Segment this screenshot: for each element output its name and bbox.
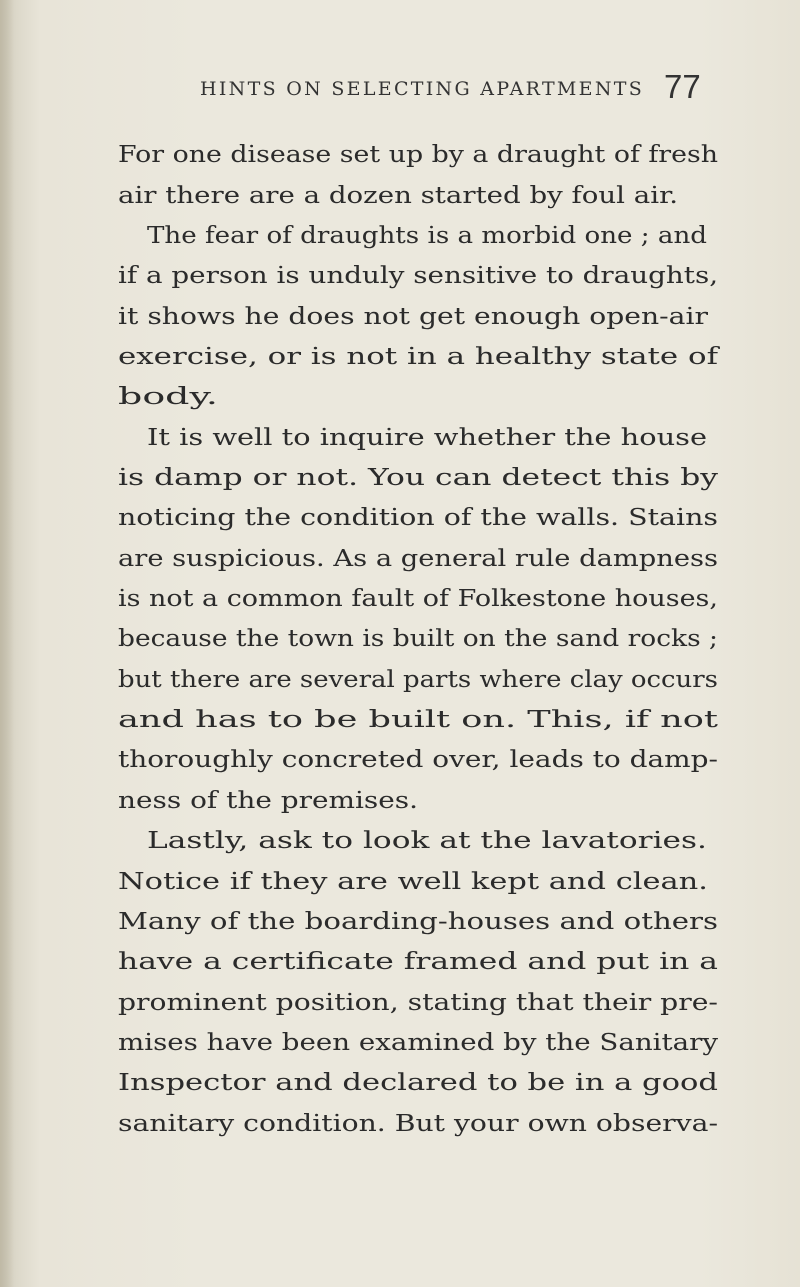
text-line: sanitary condition. But your own observa- [118,1109,719,1137]
page-number: 77 [664,68,701,105]
text-line: and has to be built on. This, if not [118,705,719,733]
text-line: noticing the condition of the walls. Stains [118,503,718,531]
text-line: have a certificate framed and put in a [118,947,719,975]
text-line: body. [118,382,219,410]
text-line: prominent position, stating that their pre- [118,988,718,1016]
text-line: exercise, or is not in a healthy state of [118,342,719,370]
text-line: Inspector and declared to be in a good [118,1068,718,1096]
text-line: ness of the premises. [118,786,418,814]
text-line: Notice if they are well kept and clean. [118,867,708,895]
text-line: thoroughly concreted over, leads to damp- [118,745,718,773]
text-line: is not a common fault of Folkestone houses, [118,584,718,612]
gutter-shadow [0,0,14,1287]
text-line: mises have been examined by the Sanitary [118,1028,719,1056]
text-line: The fear of draughts is a morbid one ; and [147,221,707,249]
text-line: Lastly, ask to look at the lavatories. [147,826,707,854]
text-line: if a person is unduly sensitive to draughts, [118,261,719,289]
running-title: HINTS ON SELECTING APARTMENTS [200,78,645,100]
text-line: air there are a dozen started by foul air. [118,181,679,209]
text-line: is damp or not. You can detect this by [118,463,719,491]
text-line: For one disease set up by a draught of fresh [118,140,718,168]
text-line: but there are several parts where clay occurs [118,665,718,693]
text-line: it shows he does not get enough open-air [118,302,708,330]
text-line: Many of the boarding-houses and others [118,907,718,935]
text-line: are suspicious. As a general rule dampness [118,544,719,572]
running-head [0,68,800,112]
text-line: because the town is built on the sand rocks ; [118,624,718,652]
text-line: It is well to inquire whether the house [147,423,708,451]
